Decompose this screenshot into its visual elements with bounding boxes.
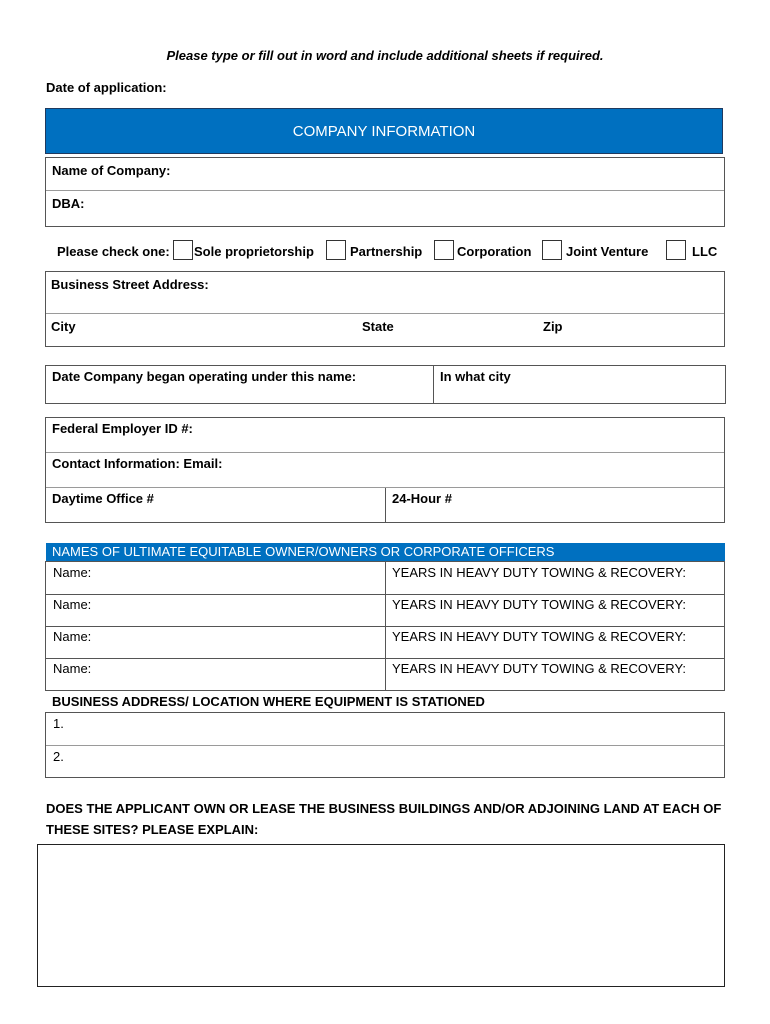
divider xyxy=(46,745,724,746)
owner-name-field[interactable]: Name: xyxy=(53,565,92,580)
joint-venture-checkbox[interactable] xyxy=(542,240,562,260)
city-field[interactable]: City xyxy=(51,319,76,334)
name-of-company-field[interactable]: Name of Company: xyxy=(52,163,171,178)
equipment-location-item-2[interactable]: 2. xyxy=(53,749,64,764)
partnership-label: Partnership xyxy=(350,244,423,259)
llc-label: LLC xyxy=(692,244,718,259)
ownership-question-line1: DOES THE APPLICANT OWN OR LEASE THE BUSINESS BUILDINGS AND/OR ADJOINING LAND AT EACH OF xyxy=(46,801,722,816)
owner-name-field[interactable]: Name: xyxy=(53,629,92,644)
entity-type-prompt: Please check one: xyxy=(57,244,170,259)
state-field[interactable]: State xyxy=(362,319,394,334)
daytime-office-field[interactable]: Daytime Office # xyxy=(52,491,154,506)
24-hour-phone-field[interactable]: 24-Hour # xyxy=(392,491,452,506)
sole-proprietorship-label: Sole proprietorship xyxy=(194,244,314,259)
explanation-textarea[interactable] xyxy=(37,844,725,987)
date-of-application-label: Date of application: xyxy=(46,80,167,95)
partnership-checkbox[interactable] xyxy=(326,240,346,260)
owner-years-field[interactable]: YEARS IN HEAVY DUTY TOWING & RECOVERY: xyxy=(392,565,687,580)
owner-name-field[interactable]: Name: xyxy=(53,597,92,612)
corporation-checkbox[interactable] xyxy=(434,240,454,260)
dba-field[interactable]: DBA: xyxy=(52,196,85,211)
owner-years-field[interactable]: YEARS IN HEAVY DUTY TOWING & RECOVERY: xyxy=(392,629,687,644)
federal-employer-id-field[interactable]: Federal Employer ID #: xyxy=(52,421,193,436)
zip-field[interactable]: Zip xyxy=(543,319,563,334)
divider xyxy=(46,452,724,453)
in-what-city-field[interactable]: In what city xyxy=(440,369,511,384)
owner-name-field[interactable]: Name: xyxy=(53,661,92,676)
contact-email-field[interactable]: Contact Information: Email: xyxy=(52,456,223,471)
joint-venture-label: Joint Venture xyxy=(566,244,649,259)
instructions-text: Please type or fill out in word and include additional sheets if required. xyxy=(166,48,604,63)
corporation-label: Corporation xyxy=(457,244,532,259)
divider xyxy=(46,190,724,191)
divider xyxy=(385,488,386,522)
owner-years-field[interactable]: YEARS IN HEAVY DUTY TOWING & RECOVERY: xyxy=(392,597,687,612)
divider xyxy=(46,313,724,314)
equipment-location-title: BUSINESS ADDRESS/ LOCATION WHERE EQUIPMENT IS STATIONED xyxy=(52,694,485,709)
date-began-operating-field[interactable]: Date Company began operating under this name: xyxy=(52,369,357,384)
owners-section-header: NAMES OF ULTIMATE EQUITABLE OWNER/OWNERS OR CORPORATE OFFICERS xyxy=(46,543,725,561)
equipment-location-item-1[interactable]: 1. xyxy=(53,716,64,731)
divider xyxy=(385,562,386,690)
divider xyxy=(433,366,434,403)
company-information-header xyxy=(45,108,723,154)
ownership-question-line2: THESE SITES? PLEASE EXPLAIN: xyxy=(46,822,259,837)
company-information-title: COMPANY INFORMATION xyxy=(292,122,476,140)
owner-years-field[interactable]: YEARS IN HEAVY DUTY TOWING & RECOVERY: xyxy=(392,661,687,676)
business-street-address-field[interactable]: Business Street Address: xyxy=(51,277,209,292)
llc-checkbox[interactable] xyxy=(666,240,686,260)
sole-proprietorship-checkbox[interactable] xyxy=(173,240,193,260)
